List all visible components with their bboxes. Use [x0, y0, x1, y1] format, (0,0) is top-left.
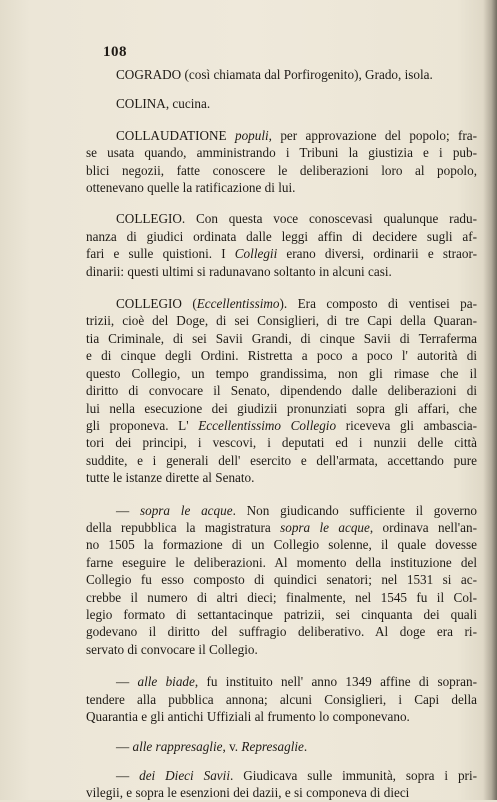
text-run: diritto di convocare il Senato, dipendendo dalle deliberazioni di [86, 383, 477, 399]
text-run: fari e sulle quistioni. I [86, 246, 235, 262]
text-run: tia Criminale, di sei Savii Grandi, di cinque Savii di Terraferma [86, 330, 477, 346]
text-line [86, 228, 477, 245]
text-run: ottenevano quelle la ratificazione di lui. [86, 180, 296, 196]
text-run: (così chiamata dal Porfirogenito), Grado, isola. [181, 67, 433, 82]
entry-cogrado [86, 66, 477, 83]
italic-text: populi [234, 127, 269, 143]
text-line [86, 519, 477, 536]
text-line [86, 641, 477, 658]
text-line [86, 312, 477, 329]
text-run: COLLAUDATIONE [116, 127, 235, 143]
text-line [86, 738, 477, 755]
entry-collegio-eccellentissimo [86, 295, 477, 486]
text-line [86, 127, 477, 144]
text-line [86, 434, 477, 451]
text-line [86, 691, 477, 708]
text-run: e di cinque degli Ordini. Ristretta a poco a poco l' autorità di [86, 348, 477, 364]
entry-collaudatione [86, 127, 477, 197]
text-line [86, 365, 477, 382]
text-line [86, 95, 477, 112]
text-run: farne eseguire le deliberazioni. Al momento della instituzione del [86, 554, 477, 570]
entry-collegio-dei-dieci-savii [86, 767, 477, 802]
text-run: vilegii, e sopra le esenzioni dei dazii, e si componeva di dieci [86, 785, 410, 801]
text-run: — [116, 674, 138, 690]
text-run: . Non giudicando sufficiente il governo [232, 502, 478, 518]
text-run: tori dei principi, i vescovi, i deputati ed i nunzii delle città [86, 435, 477, 451]
text-run: no 1505 la formazione di un Collegio solenne, il quale dovesse [86, 537, 477, 553]
text-run: , v. [222, 739, 242, 755]
entry-colina [86, 95, 477, 112]
text-run: COLLEGIO. Con questa voce conoscevasi qualunque radu- [116, 211, 477, 227]
text-line [86, 589, 477, 606]
text-line [86, 554, 477, 571]
text-run: riceveva gli ambascia- [336, 417, 478, 433]
text-line [86, 347, 477, 364]
entry-collegio-alle-rappresaglie [86, 738, 477, 755]
text-run: COGRADO [116, 67, 182, 82]
dictionary-text [86, 60, 477, 802]
text-line [86, 571, 477, 588]
text-run: gli proponeva. L' [86, 417, 199, 433]
text-run: — [116, 739, 133, 755]
italic-text: Eccellentissimo [196, 296, 280, 312]
text-run: suddite, e i generali dell' esercito e dell'armata, accettando pure [86, 452, 477, 468]
text-run: COLINA, cucina. [116, 96, 211, 112]
text-line [86, 536, 477, 553]
text-line [86, 767, 477, 784]
text-run: erano diversi, ordinarii e straor- [277, 246, 477, 262]
italic-text: alle biade [137, 674, 195, 690]
text-run: tendere alla pubblica annona; alcuni Consiglieri, i Capi della [86, 691, 477, 707]
text-line [86, 295, 477, 312]
text-run: nanza di giudici ordinata dalle leggi affin di decidere sugli af- [86, 228, 477, 244]
page-gutter-shadow [483, 0, 497, 800]
text-run: blici negozii, fatte conoscere le deliberazioni loro al popolo, [86, 162, 477, 178]
italic-text: sopra le acque [139, 502, 233, 518]
text-run: lui nella esecuzione dei giudizii pronunziati sopra gli affari, che [86, 400, 477, 416]
text-run: servato di convocare il Collegio. [86, 641, 258, 657]
text-run: — [116, 767, 140, 783]
text-line [86, 417, 477, 434]
text-line [86, 623, 477, 640]
text-run: se usata quando, amministrando i Tribuni la giustizia e i pub- [86, 145, 477, 161]
text-line [86, 144, 477, 161]
text-line [86, 210, 477, 227]
text-run: crebbe il numero di altri dieci; finalmente, nel 1545 fu il Col- [86, 589, 477, 605]
text-line [86, 245, 477, 262]
text-line [86, 263, 477, 280]
text-run: ). Era composto di ventisei pa- [279, 296, 477, 312]
text-run: Collegio fu esso composto di quindici senatori; nel 1531 si ac- [86, 572, 477, 588]
text-run: , fu instituito nell' anno 1349 affine di sopran- [194, 674, 478, 690]
text-line [86, 606, 477, 623]
entry-collegio-alle-biade [86, 673, 477, 725]
text-run: questo Collegio, un tempo grandissima, non gli rimase che il [86, 365, 477, 381]
text-run: , ordinava nell'an- [369, 519, 477, 535]
text-run: — [116, 502, 140, 518]
text-run: legio formato di settantacinque patrizii, sei cinquanta dei quali [86, 606, 477, 622]
italic-text: sopra le acque [280, 519, 370, 535]
entry-collegio-sopra-le-acque [86, 502, 477, 659]
text-run: godevano il diritto del suffragio deliberativo. Al doge era ri- [86, 624, 477, 640]
italic-text: dei Dieci Savii [139, 767, 230, 783]
text-run: trizii, cioè del Doge, di sei Consiglieri, di tre Capi della Quaran- [86, 313, 477, 329]
italic-text: Collegii [234, 246, 278, 262]
italic-text: alle rappresaglie [132, 739, 223, 755]
text-line [86, 673, 477, 690]
text-line [86, 784, 477, 801]
text-run: della repubblica la magistratura [86, 519, 281, 535]
text-line [86, 469, 477, 486]
text-line [86, 502, 477, 519]
text-run: Quarantia e gli antichi Uffiziali al frumento lo componevano. [86, 709, 410, 724]
text-run: , per approvazione del popolo; fra- [268, 127, 477, 143]
text-run: dinarii: questi ultimi si radunavano soltanto in alcuni casi. [86, 263, 392, 279]
text-line [86, 162, 477, 179]
text-line [86, 400, 477, 417]
text-line [86, 382, 477, 399]
italic-text: Represaglie [241, 739, 304, 755]
text-run: . Giudicava sulle immunità, sopra i pri- [229, 767, 477, 783]
text-line [86, 452, 477, 469]
italic-text: Eccellentissimo Collegio [198, 417, 337, 433]
page-number: 108 [103, 44, 127, 60]
text-line [86, 179, 477, 196]
entry-collegio [86, 210, 477, 280]
text-line [86, 708, 477, 725]
text-line [86, 66, 477, 83]
text-run: tutte le istanze dirette al Senato. [86, 470, 255, 486]
text-line [86, 330, 477, 347]
text-run: . [303, 739, 308, 755]
text-run: COLLEGIO ( [116, 296, 197, 312]
